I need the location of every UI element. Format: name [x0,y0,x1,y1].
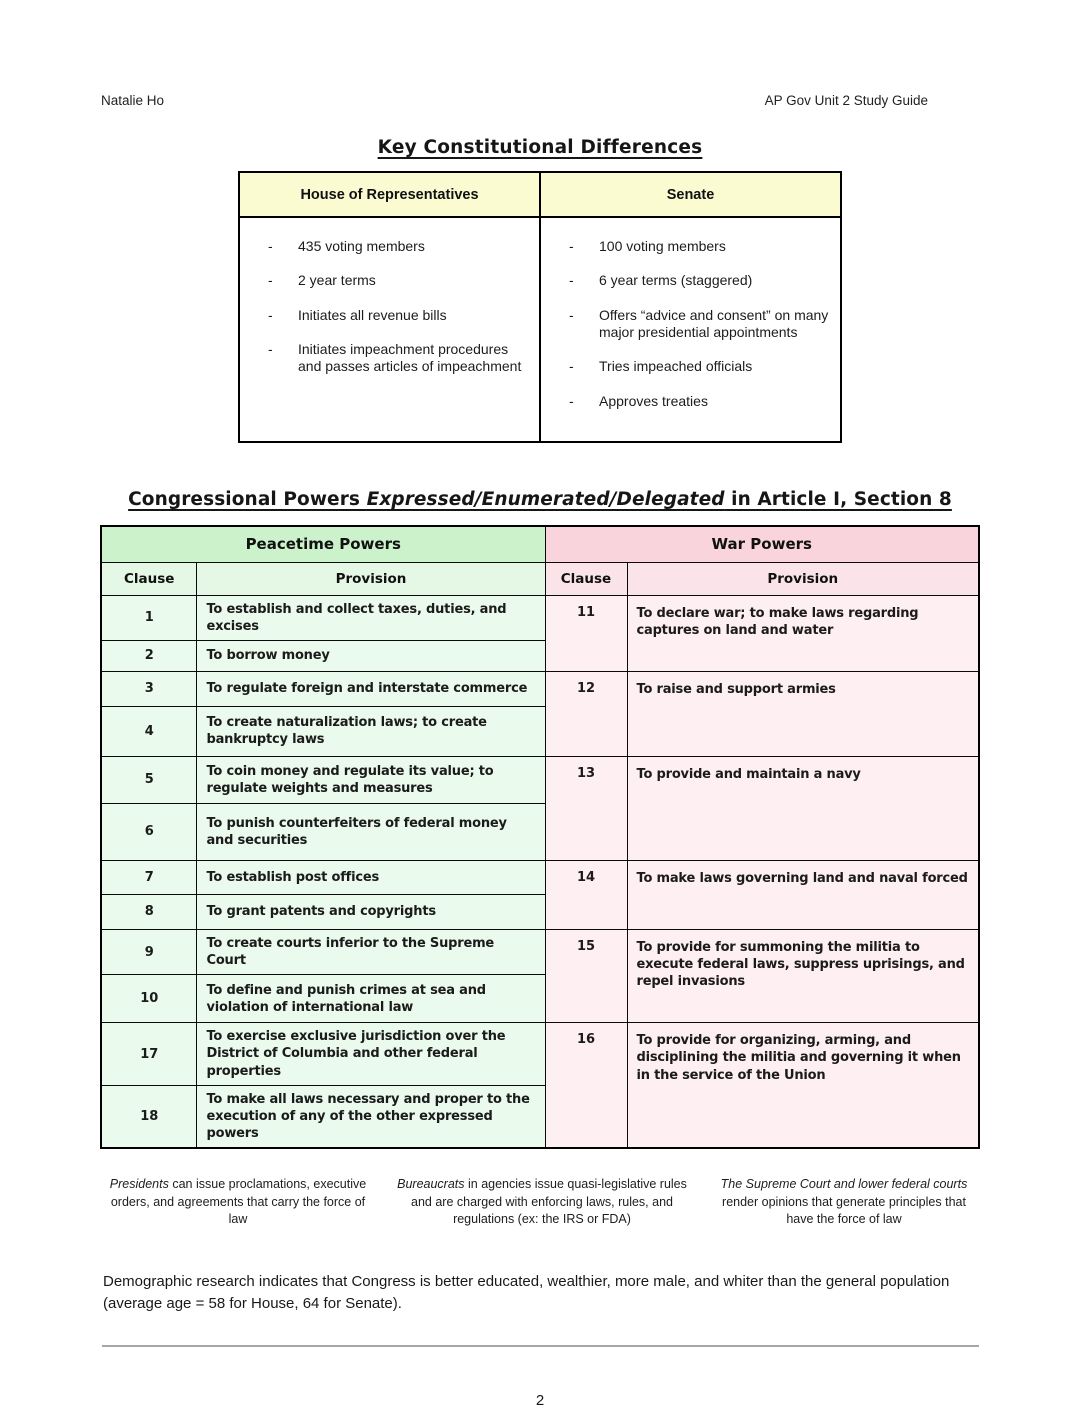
provision-cell: To declare war; to make laws regarding captures on land and water [627,595,979,671]
war-provision-header: Provision [627,562,979,595]
provision-cell: To establish post offices [197,860,545,894]
clause-cell: 15 [545,929,627,1022]
bullet-dash: - [569,392,574,409]
senate-item-text: Offers “advice and consent” on many major presidential appointments [599,306,829,341]
war-clause-header: Clause [545,562,627,595]
footer-divider [102,1345,979,1347]
clause-cell: 13 [545,756,627,860]
table-row [101,929,979,974]
congressional-powers-table [100,525,980,1149]
house-item-text: 435 voting members [298,238,425,254]
house-item-text: Initiates impeachment procedures and passes articles of impeachment [298,341,522,375]
powers-group-header-row [101,526,979,562]
senate-item-text: 100 voting members [599,238,726,254]
powers-subheader-row [101,562,979,595]
senate-item [569,238,830,255]
section2-title-text [128,489,952,510]
table-row [101,860,979,894]
provision-cell: To punish counterfeiters of federal money and securities [197,803,545,860]
header-doc-title: AP Gov Unit 2 Study Guide [764,93,928,108]
table-row [101,595,979,640]
footnote-courts [710,1176,978,1229]
section2-title-post: in Article I, Section 8 [724,489,952,511]
provision-cell: To make all laws necessary and proper to the execution of any of the other expressed powers [197,1085,545,1148]
senate-item [569,358,830,375]
house-item-text: Initiates all revenue bills [298,306,447,323]
footnote-text: can issue proclamations, executive orders, and agreements that carry the force of law [110,1177,367,1227]
bullet-dash: - [569,238,574,254]
senate-item-text: Approves treaties [599,392,708,409]
senate-column-header: Senate [540,172,841,217]
clause-cell: 7 [101,860,197,894]
bullet-dash: - [268,238,273,254]
house-senate-header-row [239,172,841,217]
footnote-text: in agencies issue quasi-legislative rules and are charged with enforcing laws, rules, and regulations (ex: the IRS or FDA) [411,1177,687,1227]
provision-cell: To provide and maintain a navy [627,756,979,860]
footnote-italic: Presidents [109,1177,169,1192]
section2-title-pre: Congressional Powers [128,489,367,511]
clause-cell: 18 [101,1085,197,1148]
house-senate-table [238,171,842,443]
house-item [268,307,529,324]
provision-cell: To create courts inferior to the Supreme Court [197,929,545,974]
war-powers-header: War Powers [545,526,979,562]
demographics-paragraph: Demographic research indicates that Congress is better educated, wealthier, more male, and whiter than the general population (average age = 58 for House, 64 for Senate). [103,1272,950,1313]
provision-cell: To coin money and regulate its value; to regulate weights and measures [197,756,545,803]
section1-title [0,137,1080,158]
peacetime-provision-header: Provision [197,562,545,595]
provision-cell: To regulate foreign and interstate commerce [197,671,545,706]
house-item-text: 2 year terms [298,272,376,289]
senate-item [569,307,830,342]
clause-cell: 12 [545,671,627,756]
provision-cell: To establish and collect taxes, duties, and excises [197,595,545,640]
header-author: Natalie Ho [101,93,165,108]
page-number: 2 [535,1391,545,1409]
clause-cell: 2 [101,640,197,671]
provision-cell: To define and punish crimes at sea and violation of international law [197,975,545,1023]
bullet-dash: - [569,272,574,289]
section2-title [0,489,1080,510]
footnote-italic: The Supreme Court and lower federal courts [720,1177,968,1192]
bullet-dash: - [268,272,273,289]
clause-cell: 11 [545,595,627,671]
house-senate-body-row [239,217,841,442]
clause-cell: 17 [101,1023,197,1085]
house-item [268,272,529,289]
clause-cell: 9 [101,929,197,974]
clause-cell: 1 [101,595,197,640]
table-row [101,671,979,706]
bullet-dash: - [569,306,574,323]
peacetime-clause-header: Clause [101,562,197,595]
senate-item-text: Tries impeached officials [599,358,753,375]
provision-cell: To make laws governing land and naval forced [627,860,979,929]
house-item [268,341,529,376]
clause-cell: 4 [101,706,197,756]
senate-item [569,393,830,410]
section1-title-text: Key Constitutional Differences [377,137,703,158]
house-item [268,238,529,255]
senate-cell [540,217,841,442]
footnote-bureaucrats [396,1176,688,1229]
clause-cell: 8 [101,894,197,929]
clause-cell: 3 [101,671,197,706]
house-cell [239,217,540,442]
bullet-dash: - [569,358,574,375]
provision-cell: To provide for organizing, arming, and disciplining the militia and governing it when in the service of the Union [627,1023,979,1148]
clause-cell: 14 [545,860,627,929]
provision-cell: To provide for summoning the militia to execute federal laws, suppress uprisings, and repel invasions [627,929,979,1022]
provision-cell: To grant patents and copyrights [197,894,545,929]
clause-cell: 16 [545,1023,627,1148]
provision-cell: To borrow money [197,640,545,671]
provision-cell: To raise and support armies [627,671,979,756]
page-header [0,93,1080,108]
clause-cell: 6 [101,803,197,860]
house-column-header: House of Representatives [239,172,540,217]
table-row [101,756,979,803]
footnote-text: render opinions that generate principles that have the force of law [722,1194,966,1227]
bullet-dash: - [268,306,273,323]
section2-title-italic: Expressed/Enumerated/Delegated [366,489,725,511]
provision-cell: To exercise exclusive jurisdiction over the District of Columbia and other federal properties [197,1023,545,1085]
footnote-italic: Bureaucrats [397,1177,465,1192]
peacetime-powers-header: Peacetime Powers [101,526,545,562]
clause-cell: 5 [101,756,197,803]
provision-cell: To create naturalization laws; to create bankruptcy laws [197,706,545,756]
senate-item [569,272,830,289]
clause-cell: 10 [101,975,197,1023]
bullet-dash: - [268,341,273,358]
footnote-presidents [102,1176,374,1229]
footnotes-row [100,1176,980,1229]
senate-item-text: 6 year terms (staggered) [599,272,753,289]
table-row [101,1023,979,1085]
